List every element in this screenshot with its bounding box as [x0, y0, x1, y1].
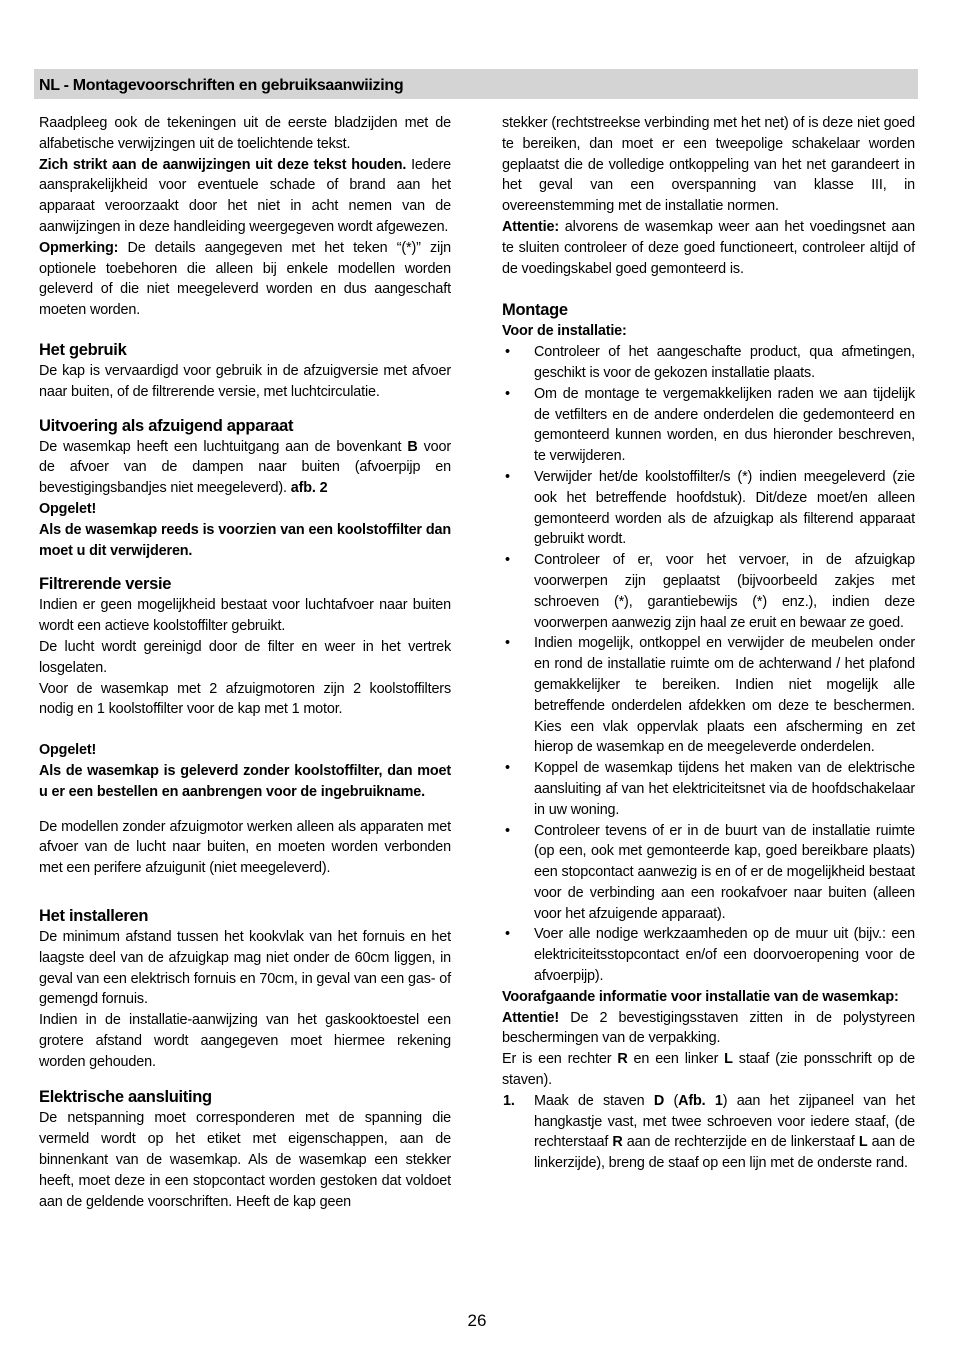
voor-de-installatie-label: Voor de installatie:	[502, 323, 627, 340]
staaf-ref-d: D	[653, 1092, 665, 1109]
step-text-e: ) aan het zijpaneel van het hangkastje vast, met twee schroeven voor iedere staaf, (de rechterstaaf	[534, 1092, 915, 1151]
staven-attentie-text: De 2 bevestigingsstaven zitten in de polystyreen beschermingen van de verpakking.	[502, 1009, 915, 1047]
montage-steps	[502, 1091, 915, 1174]
attentie-paragraph	[502, 217, 915, 279]
figure-ref-afb1: Afb. 1	[678, 1092, 723, 1109]
elektrisch-paragraph: De netspanning moet corresponderen met de spanning die vermeld wordt op het etiket met eigenschappen, aan de binnenkant van de wasemkap. Als de wasemkap een stekker heeft, moet deze in een stopcontact worden gestoken dat voldoet aan de geldende voorschriften. Heeft de kap geen	[39, 1110, 451, 1210]
note-label: Opmerking:	[39, 239, 119, 256]
heading-filtrerende-versie: Filtrerende versie	[39, 575, 172, 594]
figure-ref-afb2: afb. 2	[290, 480, 328, 497]
attentie-label: Attentie:	[502, 218, 560, 235]
list-item: • Voer alle nodige werkzaamheden op de muur uit (bijv.: een elektriciteitsstopcontact en/of een doorvoeropening voor de afvoerpijp).	[502, 924, 915, 986]
afzuigend-warning-label: Opgelet!	[39, 500, 97, 517]
installation-checklist	[502, 342, 915, 987]
installeren-paragraph-2: Indien in de installatie-aanwijzing van het gaskooktoestel een grotere afstand wordt aangegeven moet hiermee rekening worden gehouden.	[39, 1012, 451, 1070]
intro-warning-paragraph	[39, 155, 451, 238]
gebruik-paragraph: De kap is vervaardigd voor gebruik in de afzuigversie met afvoer naar buiten, of de filtrerende versie, met luchtcirculatie.	[39, 362, 451, 400]
staven-text-a: Er is een rechter	[502, 1051, 618, 1068]
intro-warning-bold: Zich strikt aan de aanwijzingen uit deze tekst houden.	[39, 156, 407, 173]
installeren-paragraph-1: De minimum afstand tussen het kookvlak van het fornuis en het laagste deel van de afzuigkap mag niet onder de 60cm liggen, in geval van een elektrisch fornuis en 70cm, in geval van een gas- of gemengd fornuis.	[39, 928, 451, 1008]
filtrerend-paragraph-2: De lucht wordt gereinigd door de filter en weer in het vertrek losgelaten.	[39, 638, 451, 676]
list-item: • Om de montage te vergemakkelijken raden we aan tijdelijk de vetfilters en de andere onderdelen die gedemonteerd en gemonteerd kunnen worden, en dus hieronder beschreven, te verwijderen.	[502, 384, 915, 467]
intro-paragraph: Raadpleeg ook de tekeningen uit de eerste bladzijden met de alfabetische verwijzingen uit de toelichtende tekst.	[39, 115, 451, 152]
filtrerend-paragraph-1: Indien er geen mogelijkheid bestaat voor luchtafvoer naar buiten wordt een actieve koolstoffilter gebruikt.	[39, 597, 451, 635]
list-item: • Controleer of er, voor het vervoer, in de afzuigkap voorwerpen zijn geplaatst (bijvoorbeeld zakjes met schroeven (*), garantiebewijs (*) enz.), indien deze voorwerpen aanwezig zijn haal ze eruit en bewaar ze goed.	[502, 550, 915, 633]
intro-warning-text: Iedere aansprakelijkheid voor eventuele schade of brand aan het apparaat veroorzaakt door het niet in acht nemen van de aanwijzingen in deze handleiding weergegeven wordt afgewezen.	[39, 156, 451, 235]
staven-text-e: staaf (zie ponsschrift op de staven).	[502, 1051, 915, 1089]
section-header-bar	[34, 69, 918, 99]
staven-attentie-label: Attentie!	[502, 1009, 560, 1026]
page-number: 26	[467, 1311, 487, 1330]
outlet-ref-b: B	[407, 438, 418, 455]
step-text-a: Maak de staven	[534, 1092, 654, 1109]
list-item: • Verwijder het/de koolstoffilter/s (*) indien meegeleverd (zie ook het betreffende hoofdstuk). Dit/deze moet/en alleen gemonteerd worden als de afzuigkap als filterend apparaat gebruikt wordt.	[502, 467, 915, 550]
staaf-ref-r: R	[617, 1051, 628, 1068]
step-text-g: aan de rechterzijde en de linkerstaaf	[622, 1134, 859, 1151]
attentie-text: alvorens de wasemkap weer aan het voedingsnet aan te sluiten controleer of deze goed functioneert, controleer altijd of de voedingskabel goed gemonteerd is.	[502, 218, 915, 277]
step-number: 1.	[503, 1092, 515, 1109]
filtrerend-warning-text: Als de wasemkap is geleverd zonder koolstoffilter, dan moet u er een bestellen en aanbrengen voor de ingebruikname.	[39, 762, 451, 800]
staven-rl-paragraph	[502, 1049, 915, 1091]
list-item: • Controleer tevens of er in de buurt van de installatie ruimte (op een, ook met gemonteerde kap, goed bereikbare plaats) een stopcontact aanwezig is en of er de mogelijkheid bestaat voor de verbinding aan een rookafvoer naar buiten (alleen voor het afzuigende apparaat).	[502, 821, 915, 925]
step-text-c: (	[664, 1092, 679, 1109]
note-text: De details aangegeven met het teken “(*)” zijn optionele toebehoren die alleen bij enkele modellen worden geleverd of die niet meegeleverd worden en dus aangeschaft moeten worden.	[39, 239, 451, 319]
step-ref-r: R	[612, 1134, 623, 1151]
list-item: • Controleer of het aangeschafte product, qua afmetingen, geschikt is voor de gekozen installatie plaats.	[502, 342, 915, 384]
filtrerend-warning-label: Opgelet!	[39, 742, 97, 759]
afzuigend-text-a: De wasemkap heeft een luchtuitgang aan de bovenkant	[39, 438, 408, 455]
heading-afzuigend-apparaat: Uitvoering als afzuigend apparaat	[39, 416, 294, 435]
staaf-ref-l: L	[724, 1051, 733, 1068]
heading-het-installeren: Het installeren	[39, 906, 149, 925]
list-item: • Indien mogelijk, ontkoppel en verwijder de meubelen onder en rond de installatie ruimte om de achterwand / het plafond gemakkelijker te bereiken. Indien niet mogelijk alle betreffende onderdelen afdekken om deze te beschermen. Kies een vlak oppervlak plaats een afscherming en zet hierop de wasemkap en de meegeleverde onderdelen.	[502, 633, 915, 758]
staven-attentie-paragraph	[502, 1008, 915, 1050]
filtrerend-paragraph-3: Voor de wasemkap met 2 afzuigmotoren zijn 2 koolstoffilters nodig en 1 koolstoffilter voor de kap met 1 motor.	[39, 680, 451, 718]
heading-het-gebruik: Het gebruik	[39, 340, 127, 359]
step-text-i: aan de linkerzijde), breng de staaf op een lijn met de onderste rand.	[534, 1134, 916, 1172]
step-item	[502, 1091, 915, 1174]
list-item: • Koppel de wasemkap tijdens het maken van de elektrische aansluiting af van het elektriciteitsnet via de hoofdschakelaar in uw woning.	[502, 758, 915, 820]
left-column	[39, 113, 451, 1212]
voorafgaande-informatie-heading: Voorafgaande informatie voor installatie van de wasemkap:	[502, 988, 899, 1005]
afzuigend-text-c: voor de afvoer van de dampen naar buiten (afvoerpijp en bevestigingsbandjes niet meegeleverd).	[39, 438, 452, 497]
staven-text-c: en een linker	[627, 1051, 725, 1068]
filtrerend-paragraph-4: De modellen zonder afzuigmotor werken alleen als apparaten met afvoer van de lucht naar buiten, en moeten worden verbonden met een perifere afzuigunit (niet meegeleverd).	[39, 818, 451, 877]
afzuigend-warning-text: Als de wasemkap reeds is voorzien van een koolstoffilter dan moet u dit verwijderen.	[39, 521, 451, 559]
note-paragraph	[39, 238, 451, 321]
heading-montage: Montage	[502, 301, 568, 320]
afzuigend-paragraph	[39, 437, 451, 499]
heading-elektrische-aansluiting: Elektrische aansluiting	[39, 1088, 212, 1107]
right-column	[502, 113, 915, 1174]
step-ref-l: L	[858, 1134, 868, 1151]
elektrisch-continued-paragraph: stekker (rechtstreekse verbinding met het net) of is deze niet goed te bereiken, dan moet er een tweepolige schakelaar worden geplaatst die de volledige ontkoppeling van het net garandeert in het geval van een overspanning van klasse III, in overeenstemming met de installatie normen.	[502, 115, 915, 215]
section-title: NL - Montagevoorschriften en gebruiksaanwiizing	[39, 77, 404, 94]
